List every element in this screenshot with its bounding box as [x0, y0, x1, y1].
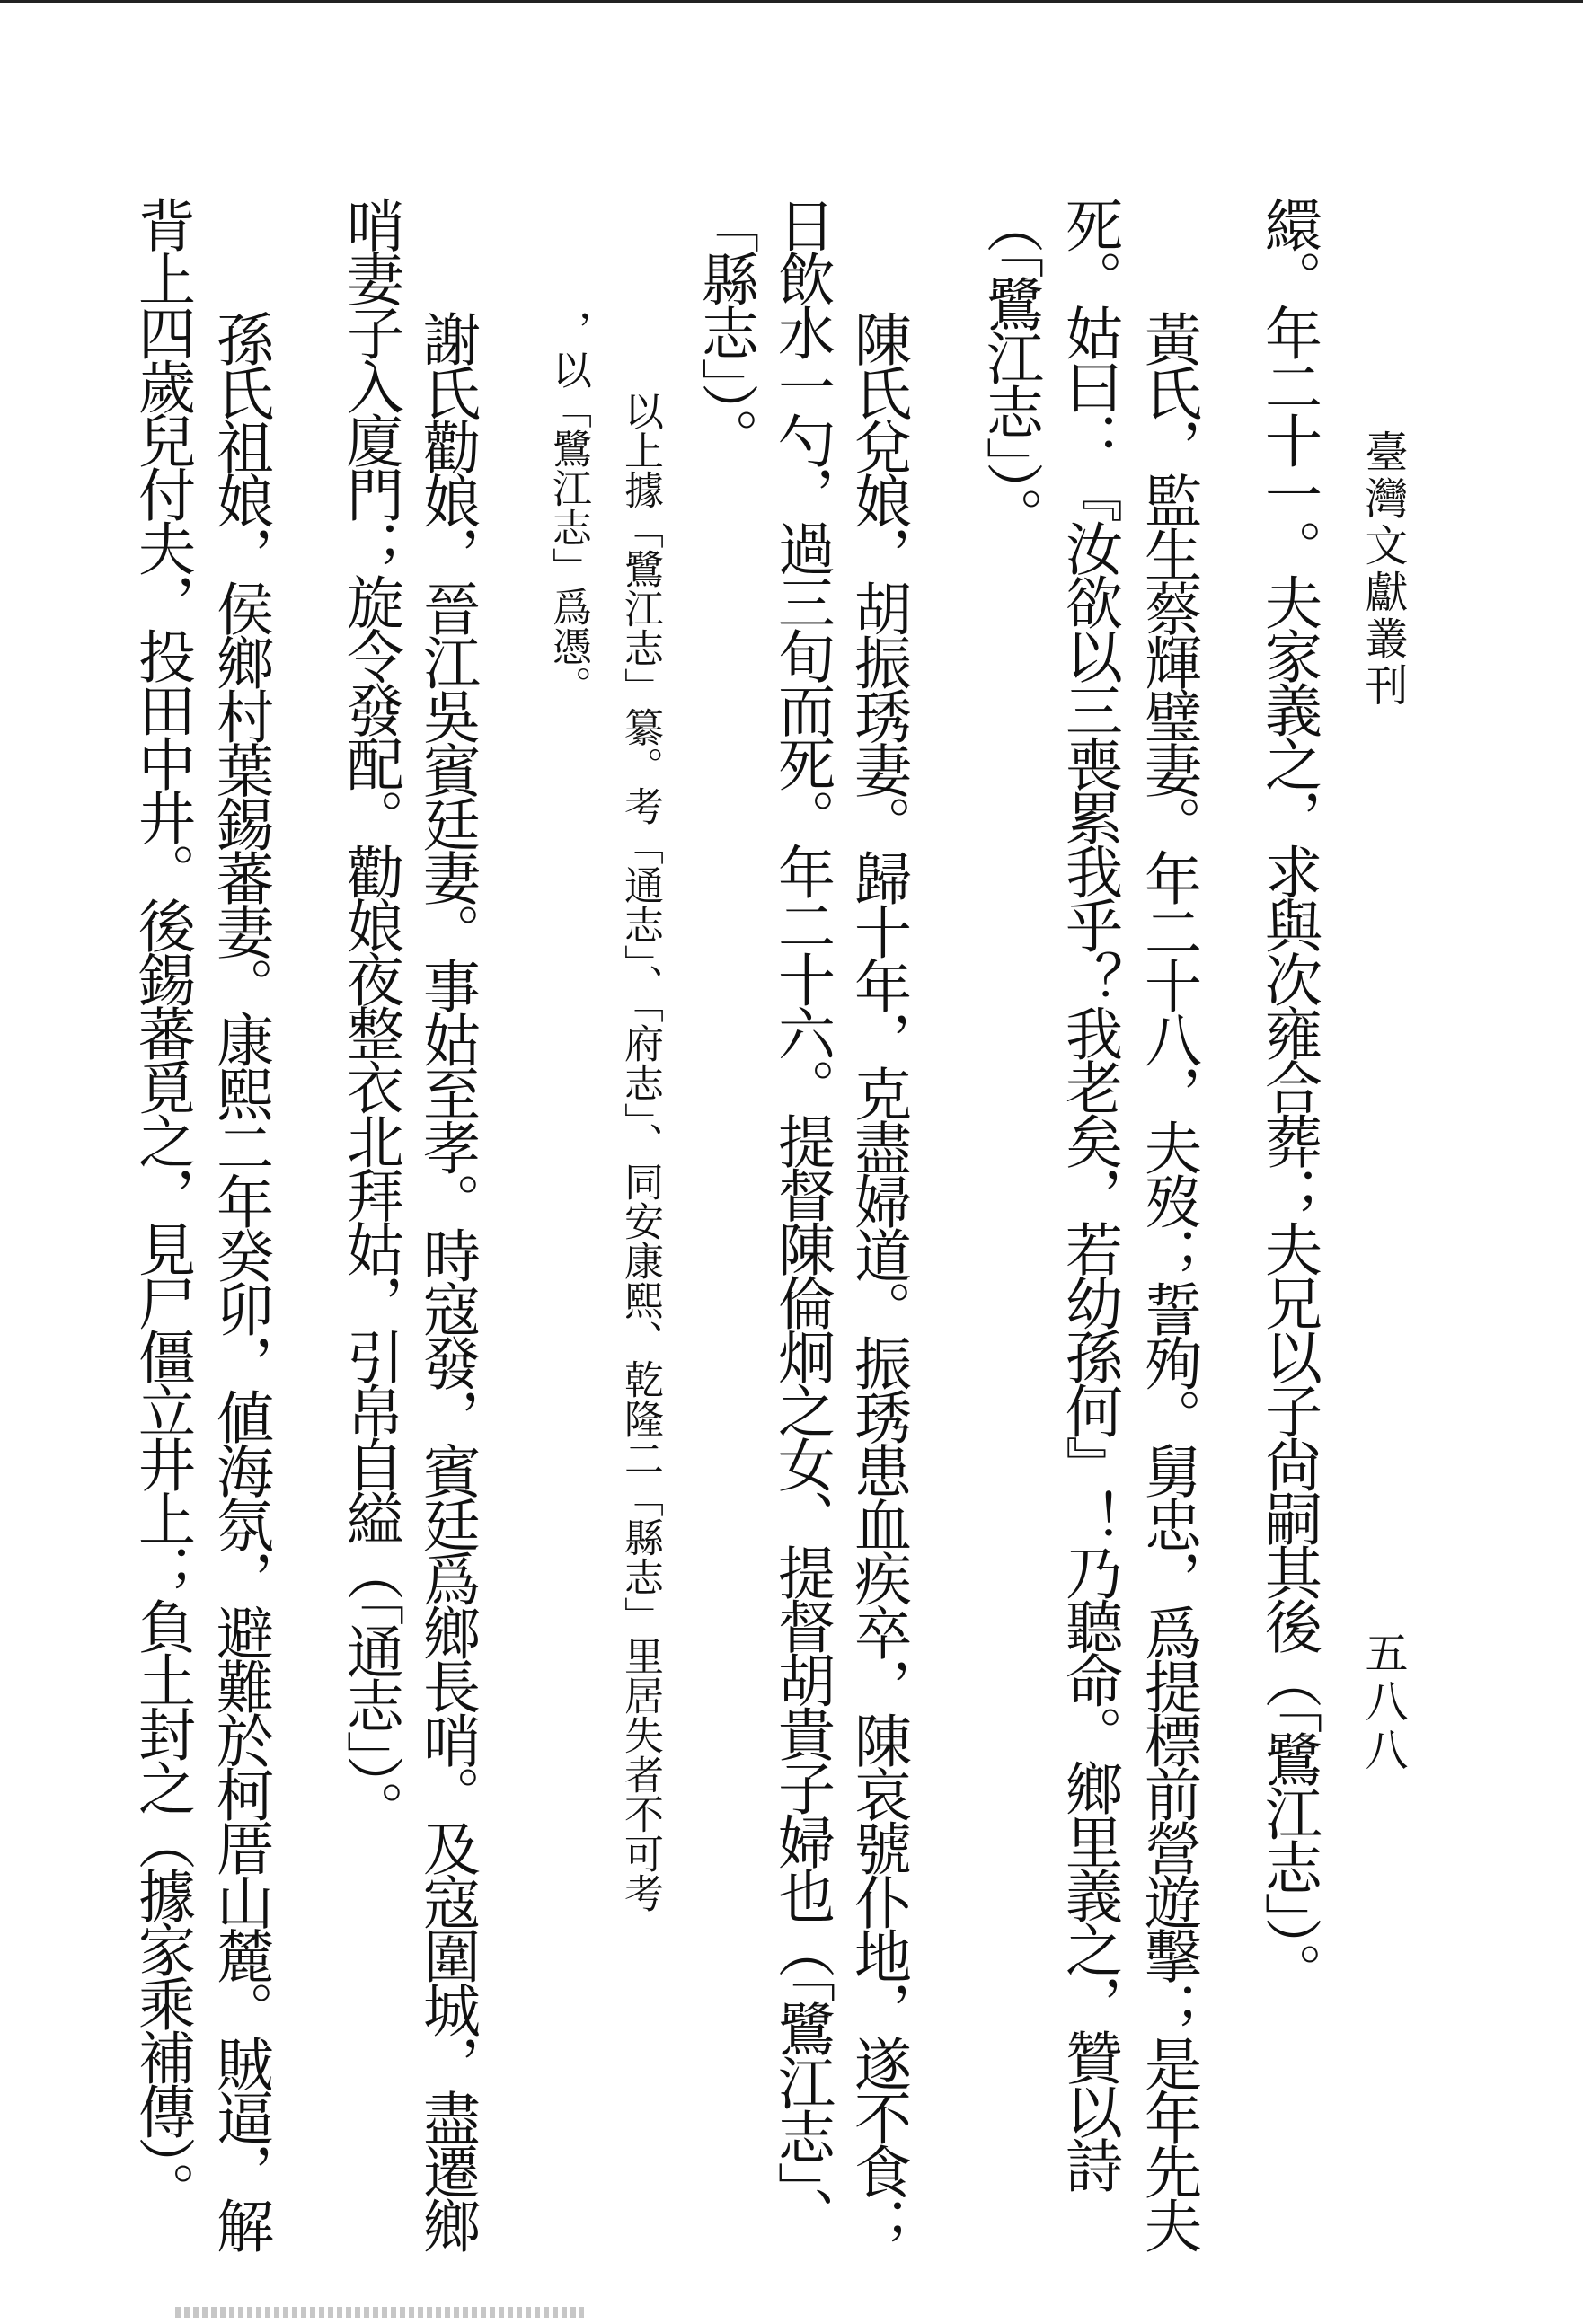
text-line-4: （「鷺江志」）。: [977, 196, 1043, 541]
text-line-10: 孫氏祖娘，侯鄉村葉錫蕃妻。康熙二年癸卯，値海氛，避難於柯厝山麓。賊逼，解: [207, 310, 273, 2250]
running-header-title: 臺灣文獻叢刊: [1357, 429, 1408, 710]
text-line-11: 背上四歲兒付夫，投田中井。後錫蕃覓之，見尸僵立井上；負土封之（據家乘補傳）。: [128, 196, 195, 2215]
source-note-line-1: 以上據「鷺江志」纂。考「通志」、「府志」、同安康熙、乾隆二「縣志」里居失者不可考: [617, 391, 663, 1913]
page-number: 五八八: [1357, 1630, 1408, 1776]
scan-noise: [175, 2307, 584, 2318]
top-rule: [0, 0, 1583, 3]
text-line-8: 謝氏勸娘，晉江吳賓廷妻。事姑至孝。時寇發，賓廷爲鄉長哨。及寇圍城，盡遷鄉: [413, 310, 480, 2250]
text-line-3: 死。姑曰：『汝欲以三喪累我乎？我老矣，若幼孫何』！乃聽命。鄉里義之，贊以詩: [1056, 196, 1122, 2190]
text-line-5: 陳氏兌娘，胡振琇妻。歸十年，克盡婦道。振琇患血疾卒，陳哀號仆地，遂不食；: [845, 310, 911, 2250]
source-note-line-2: ，以「鷺江志」爲憑。: [545, 310, 591, 705]
text-line-9: 哨妻子入廈門；旋令發配。勸娘夜整衣北拜姑，引帛自縊（「通志」）。: [337, 196, 403, 1834]
text-line-1: 繯。年二十一。夫家義之，求與次雍合葬；夫兄以子尙嗣其後（「鷺江志」）。: [1255, 196, 1322, 1996]
text-line-2: 黃氏，監生蔡輝璧妻。年二十八，夫歿；誓殉。舅忠，爲提標前營遊擊；是年先夫: [1135, 310, 1201, 2250]
text-line-6: 日飲水一勺，過三旬而死。年二十六。提督陳倫炯之女、提督胡貴子婦也（「鷺江志」、: [768, 196, 835, 2240]
text-line-7: 「縣志」）。: [692, 196, 758, 462]
